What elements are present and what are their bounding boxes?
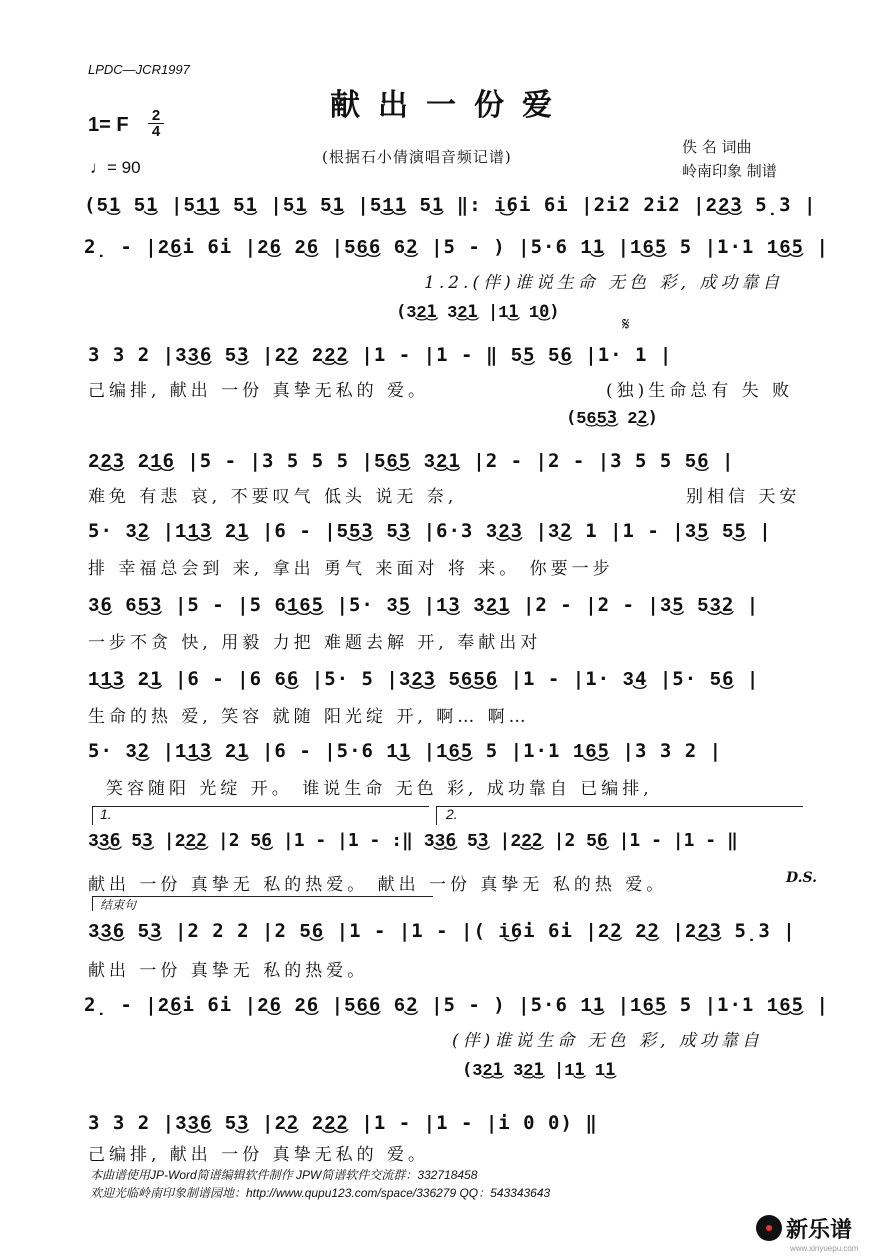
vinyl-disc-icon — [756, 1215, 782, 1241]
notation-row-2: 2̣ - |2͜6i 6i |2͜6 2͜6 |5͜6͜6 6͜2 |5 - ) |5·6 1͜1 |1͜6͜5 5 |1·1 1͜6͜5 | — [84, 236, 829, 258]
footer-line-1: 本曲谱使用JP-Word简谱编辑软件制作 JPW简谱软件交流群：332718458 — [90, 1168, 478, 1182]
lyric-row-8: 笑容随阳 光绽 开。 谁说生命 无色 彩, 成功靠自 已编排, — [106, 779, 653, 799]
lyric-row-3-solo: (独)生命总有 失 败 — [606, 381, 794, 401]
brand-name: 新乐谱 — [786, 1216, 853, 1242]
notation-row-11: 2̣ - |2͜6i 6i |2͜6 2͜6 |5͜6͜6 6͜2 |5 - ) |5·6 1͜1 |1͜6͜5 5 |1·1 1͜6͜5 | — [84, 994, 829, 1016]
lyric-row-7: 生命的热 爱, 笑容 就随 阳光绽 开, 啊… 啊… — [88, 707, 530, 727]
lyric-row-11: (伴)谁说生命 无色 彩, 成功靠自 — [452, 1031, 763, 1051]
volta-2-label: 2. — [446, 806, 458, 822]
accompaniment-row-12: (3͜2͜1 3͜2͜1 |1͜1 1͜1 — [462, 1060, 616, 1080]
score-code: LPDC—JCR1997 — [88, 62, 190, 77]
notation-row-6: 3͜6 6͜5͜3 |5 - |5 6͜1͜6͜5 |5· 3͜5 |1͜3 3͜2͜1 |2 - |2 - |3͜5 5͜3͜2 | — [88, 594, 760, 616]
lyric-row-12: 己编排, 献出 一份 真挚无私的 爱。 — [88, 1145, 430, 1165]
key-signature: 1= F — [88, 114, 129, 136]
time-top: 2 — [151, 107, 161, 124]
lyric-row-6: 一步不贪 快, 用毅 力把 难题去解 开, 奉献出对 — [88, 633, 542, 653]
accompaniment-row-4: (5͜6͜5͜3 2͜2) — [566, 408, 658, 428]
tempo: ♩= 90 — [90, 158, 141, 177]
time-bottom: 4 — [151, 123, 161, 140]
lyric-row-4-b: 别相信 天安 — [686, 487, 801, 507]
accompaniment-row-3: (3͜2͜1 3͜2͜1 |1͜1 1͜0) — [396, 302, 560, 322]
time-signature — [148, 108, 164, 139]
notation-row-8: 5· 3͜2 |1͜1͜3 2͜1 |6 - |5·6 1͜1 |1͜6͜5 5 |1·1 1͜6͜5 |3 3 2 | — [88, 740, 723, 762]
lyric-row-10: 献出 一份 真挚无 私的热爱。 — [88, 961, 369, 981]
notation-row-5: 5· 3͜2 |1͜1͜3 2͜1 |6 - |5͜5͜3 5͜3 |6·3 3͜2͜3 |3͜2 1 |1 - |3͜5 5͜5 | — [88, 520, 772, 542]
lyric-row-4: 难免 有悲 哀, 不要叹气 低头 说无 奈, — [88, 487, 458, 507]
lyric-row-2: 1.2.(伴)谁说生命 无色 彩, 成功靠自 — [424, 273, 784, 293]
score-title: 献出一份爱 — [330, 88, 570, 123]
notation-row-9: 3͜3͜6 5͜3 |2͜2͜2 |2 5͜6 |1 - |1 - :‖ 3͜3͜6 5͜3 |2͜2͜2 |2 5͜6 |1 - |1 - ‖ — [88, 830, 738, 851]
volta-bracket-2 — [436, 806, 803, 825]
notation-row-12: 3 3 2 |3͜3͜6 5͜3 |2͜2 2͜2͜2 |1 - |1 - |i 0 0) ‖ — [88, 1112, 598, 1134]
lyric-row-3: 己编排, 献出 一份 真挚无私的 爱。 — [88, 381, 430, 401]
segno-mark: 𝄋 — [622, 314, 630, 335]
credit-arranger: 岭南印象 制谱 — [682, 162, 777, 180]
notation-row-10: 3͜3͜6 5͜3 |2 2 2 |2 5͜6 |1 - |1 - |( i͜6i 6i |2͜2 2͜2 |2͜2͜3 5̣3 | — [88, 920, 796, 942]
score-source-note: (根据石小倩演唱音频记谱) — [322, 148, 512, 166]
notation-row-3: 3 3 2 |3͜3͜6 5͜3 |2͜2 2͜2͜2 |1 - |1 - ‖ 5͜5 5͜6 |1· 1 | — [88, 344, 673, 366]
lyric-row-9: 献出 一份 真挚无 私的热爱。 献出 一份 真挚无 私的热 爱。 — [88, 875, 668, 895]
notation-row-7: 1͜1͜3 2͜1 |6 - |6 6͜6 |5· 5 |3͜2͜3 5͜6͜5͜6 |1 - |1· 3͜4 |5· 5͜6 | — [88, 668, 760, 690]
ending-label: 结束句 — [100, 898, 137, 912]
brand-watermark: www.xinyuepu.com — [790, 1244, 859, 1253]
notation-row-1: (5͜1 5͜1 |5͜1͜1 5͜1 |5͜1 5͜1 |5͜1͜1 5͜1 ‖: i͜6i 6i |2i2 2i2 |2͜2͜3 5̣3 | — [84, 194, 817, 216]
ending-bracket — [92, 896, 433, 911]
notation-row-4: 2͜2͜3 2͜1͜6 |5 - |3 5 5 5 |5͜6͜5 3͜2͜1 |2 - |2 - |3 5 5 5͜6 | — [88, 450, 735, 472]
ds-mark: D.S. — [786, 870, 818, 886]
credit-composer: 佚 名 词曲 — [682, 138, 752, 156]
footer-line-2: 欢迎光临岭南印象制谱园地：http://www.qupu123.com/space/336279 QQ：543343643 — [90, 1186, 551, 1200]
brand-logo — [756, 1212, 852, 1244]
lyric-row-5: 排 幸福总会到 来, 拿出 勇气 来面对 将 来。 你要一步 — [88, 559, 614, 579]
volta-1-label: 1. — [100, 806, 112, 822]
volta-bracket-1 — [92, 806, 429, 825]
